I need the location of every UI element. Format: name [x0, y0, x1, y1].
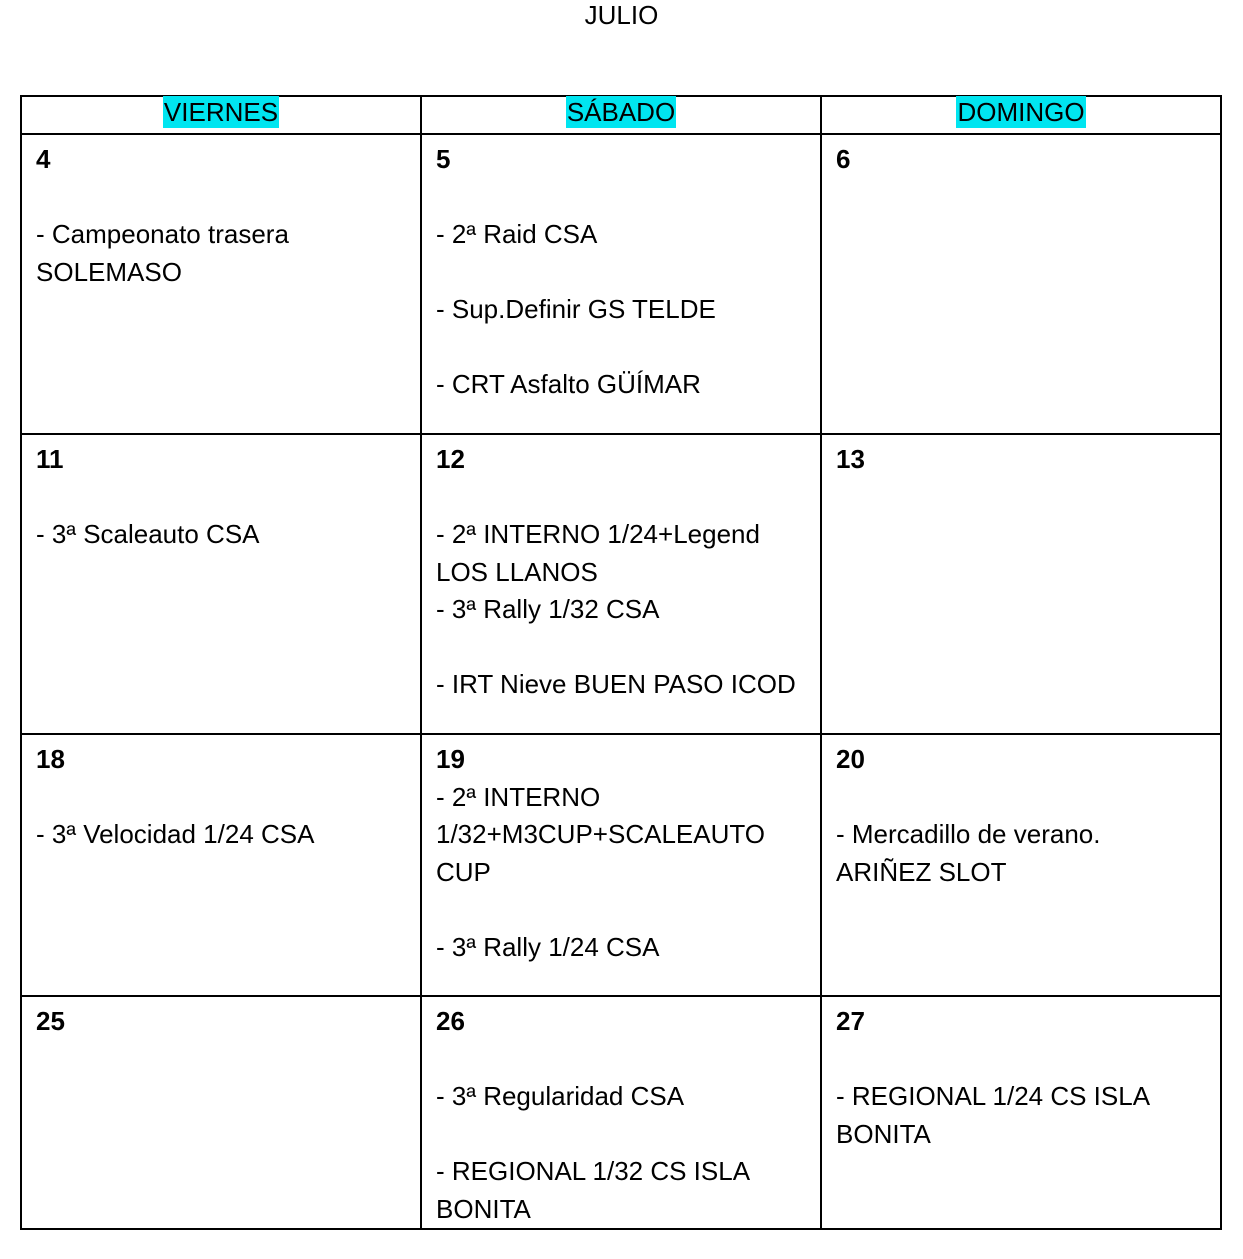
event-text: - CRT Asfalto GÜÍMAR	[436, 369, 701, 399]
week-row	[21, 434, 1221, 734]
calendar-table	[20, 95, 1222, 1230]
event-text: - REGIONAL 1/32 CS ISLA	[436, 1156, 751, 1186]
day-cell-content	[422, 735, 820, 966]
blank-line	[436, 1041, 806, 1079]
blank-line	[436, 891, 806, 929]
event-text: ARIÑEZ SLOT	[836, 856, 1007, 887]
blank-line	[836, 1041, 1206, 1079]
event-text: - 2ª Raid CSA	[436, 219, 598, 249]
day-number: 11	[36, 444, 64, 474]
blank-line	[436, 629, 806, 667]
day-cell-content	[22, 735, 420, 854]
event-text: CUP	[436, 856, 491, 887]
event-text: - Mercadillo de verano.	[836, 819, 1101, 849]
day-cell-content	[422, 135, 820, 404]
day-cell	[421, 434, 821, 734]
week-row	[21, 734, 1221, 996]
header-label: DOMINGO	[957, 97, 1085, 127]
day-number: 27	[836, 1006, 865, 1036]
day-cell	[821, 996, 1221, 1229]
month-title: JULIO	[584, 0, 659, 30]
event-text: - 2ª INTERNO 1/24+Legend	[436, 519, 760, 549]
event-text: - 3ª Rally 1/32 CSA	[436, 594, 660, 624]
header-sunday	[821, 96, 1221, 134]
blank-line	[36, 479, 406, 517]
event-text: - 3ª Scaleauto CSA	[36, 519, 260, 549]
event-text: - 3ª Velocidad 1/24 CSA	[36, 819, 315, 849]
day-number: 19	[436, 744, 465, 774]
blank-line	[836, 779, 1206, 817]
day-cell	[421, 996, 821, 1229]
event-text: - Sup.Definir GS TELDE	[436, 294, 716, 324]
event-text: - IRT Nieve BUEN PASO ICOD	[436, 669, 796, 699]
event-text: SOLEMASO	[36, 256, 182, 287]
day-cell	[21, 734, 421, 996]
day-number: 6	[836, 144, 851, 174]
event-text: BONITA	[436, 1193, 531, 1224]
day-cell-content	[22, 435, 420, 554]
day-number: 5	[436, 144, 451, 174]
day-cell	[821, 434, 1221, 734]
day-number: 25	[36, 1006, 65, 1036]
event-text: 1/32+M3CUP+SCALEAUTO	[436, 819, 765, 849]
day-cell	[421, 134, 821, 434]
day-cell-content	[22, 997, 420, 1041]
day-number: 18	[36, 744, 65, 774]
header-friday	[21, 96, 421, 134]
day-cell	[421, 734, 821, 996]
event-text: - 2ª INTERNO	[436, 781, 601, 812]
header-label: VIERNES	[163, 97, 279, 127]
day-cell	[21, 434, 421, 734]
day-cell-content	[422, 997, 820, 1228]
event-text: BONITA	[836, 1118, 931, 1149]
event-text: - Campeonato trasera	[36, 219, 289, 249]
event-text: LOS LLANOS	[436, 556, 598, 587]
day-number: 12	[436, 444, 465, 474]
header-row	[21, 96, 1221, 134]
day-cell	[21, 996, 421, 1229]
header-saturday	[421, 96, 821, 134]
event-text: - 3ª Regularidad CSA	[436, 1081, 685, 1111]
header-label: SÁBADO	[566, 97, 676, 127]
blank-line	[436, 329, 806, 367]
day-cell-content	[822, 735, 1220, 891]
day-cell-content	[22, 135, 420, 291]
day-cell	[21, 134, 421, 434]
day-cell-content	[422, 435, 820, 704]
blank-line	[36, 779, 406, 817]
event-text: - 3ª Rally 1/24 CSA	[436, 931, 660, 962]
day-number: 20	[836, 744, 865, 774]
week-row	[21, 996, 1221, 1229]
blank-line	[436, 254, 806, 292]
day-number: 13	[836, 444, 865, 474]
blank-line	[436, 479, 806, 517]
day-cell-content	[822, 135, 1220, 179]
day-number: 26	[436, 1006, 465, 1036]
day-cell-content	[822, 997, 1220, 1153]
blank-line	[36, 179, 406, 217]
blank-line	[436, 1116, 806, 1154]
day-cell-content	[822, 435, 1220, 479]
blank-line	[436, 179, 806, 217]
day-number: 4	[36, 144, 51, 174]
day-cell	[821, 734, 1221, 996]
event-text: - REGIONAL 1/24 CS ISLA	[836, 1081, 1151, 1111]
week-row	[21, 134, 1221, 434]
day-cell	[821, 134, 1221, 434]
